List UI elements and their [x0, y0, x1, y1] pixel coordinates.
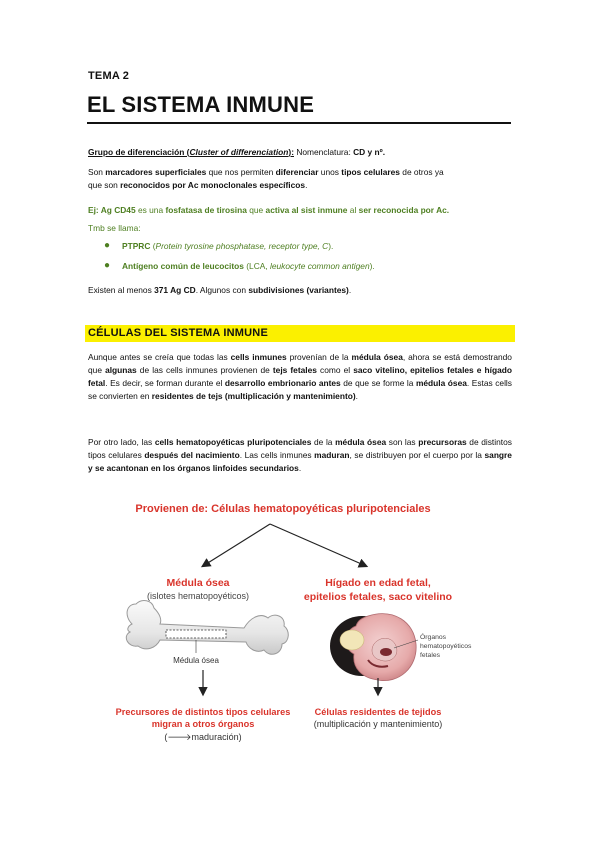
migrate-label: migran a otros órganos — [151, 719, 255, 729]
bone-marrow-callout: Médula ósea — [173, 656, 219, 665]
organs-label-2: hematopoyéticos — [420, 643, 472, 650]
list-item: ● Antígeno común de leucocitos (LCA, leukocyte common antigen). — [104, 260, 375, 271]
cd45-example: Ej: Ag CD45 es una fosfatasa de tirosina que activa al sist inmune al ser reconocida por Ac. — [88, 205, 450, 215]
fetal-sources-title-1: Hígado en edad fetal, — [325, 577, 431, 589]
precursors-label: Precursores de distintos tipos celulares — [115, 707, 291, 717]
organs-label-3: fetales — [420, 652, 441, 659]
section-title: CÉLULAS DEL SISTEMA INMUNE — [88, 327, 268, 339]
right-branch-arrow — [270, 524, 366, 566]
hematopoietic-paragraph: Por otro lado, las cells hematopoyéticas pluripotenciales de la médula ósea son las precursoras de distintos tipos celulares después del nacimiento. Las cells inmunes maduran, se distribuyen por el cuerpo por la sangre y se acantonan en los órganos linfoides secundarios. — [88, 437, 512, 473]
list-item: ● PTPRC (Protein tyrosine phosphatase, receptor type, C). — [104, 240, 334, 251]
diagram-top-label: Provienen de: Células hematopoyéticas pluripotenciales — [135, 503, 431, 515]
maturation-label: (🡒maduración) — [164, 732, 242, 742]
also-called-label: Tmb se llama: — [88, 223, 141, 233]
title-underline — [87, 122, 511, 124]
cd-count-note: Existen al menos 371 Ag CD. Algunos con subdivisiones (variantes). — [88, 285, 352, 295]
organs-label-1: Órganos — [420, 634, 447, 641]
resident-cells-label: Células residentes de tejidos — [314, 707, 442, 717]
fetal-sources-title-2: epitelios fetales, saco vitelino — [303, 591, 453, 603]
cd-definition-line: Grupo de diferenciación (Cluster of differenciation): Nomenclatura: CD y nº. — [88, 147, 386, 157]
bone-marrow-subtitle: (islotes hematopoyéticos) — [146, 591, 250, 601]
left-branch-arrow — [203, 524, 270, 566]
origin-diagram — [0, 490, 600, 750]
bullet-icon: ● — [104, 260, 111, 271]
bone-marrow-title: Médula ósea — [166, 577, 230, 589]
bullet-icon: ● — [104, 240, 111, 251]
cd-description: Son marcadores superficiales que nos permiten diferenciar unos tipos celulares de otros ya que son reconocidos por Ac monoclonales específicos. — [88, 167, 444, 190]
topic-label: TEMA 2 — [88, 70, 130, 82]
multiplication-label: (multiplicación y mantenimiento) — [313, 719, 443, 729]
page-title: EL SISTEMA INMUNE — [87, 92, 315, 117]
bone-icon — [126, 601, 288, 655]
alias-list — [104, 240, 512, 280]
embryo-icon — [330, 614, 416, 681]
origin-paragraph: Aunque antes se creía que todas las cells inmunes provenían de la médula ósea, ahora se está demostrando que algunas de las cells inmunes provienen de tejs fetales como el saco vitelino, epitelios fetales e hígado fetal. Es decir, se forman durante el desarrollo embrionario antes de que se forme la médula ósea. Estas cells se convierten en residentes de tejs (multiplicación y mantenimiento). — [88, 352, 512, 401]
